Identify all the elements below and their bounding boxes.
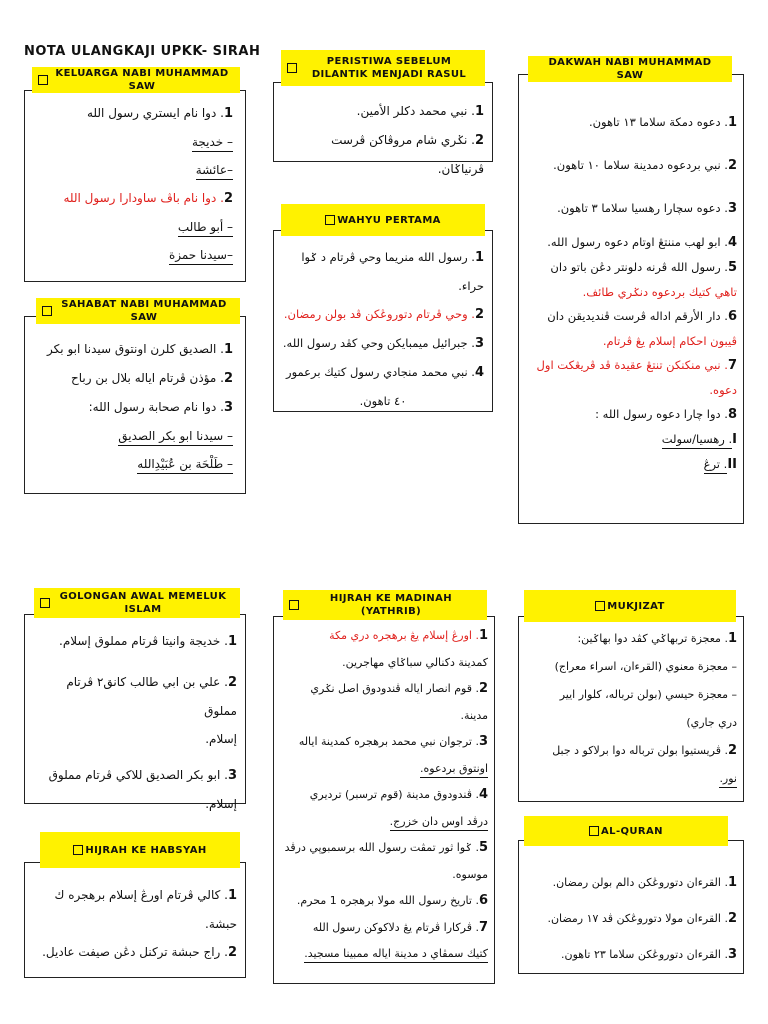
list-item: 4. ڤندودوق مدينة (قوم ترسبر) ترديري <box>309 787 488 802</box>
wahyu-header: WAHYU PERTAMA <box>281 204 485 236</box>
list-item: درڤد اوس دان خزرج. <box>280 809 488 836</box>
list-item: مدينة. <box>460 708 488 722</box>
list-item: 2. راج حبشة ترکنل دڠن صيفت عاديل. <box>42 945 237 960</box>
list-item: إسلام. <box>205 732 237 746</box>
mukjizat-list <box>525 625 737 793</box>
checkbox-icon <box>325 215 335 225</box>
wahyu-box <box>273 230 493 412</box>
checkbox-icon <box>42 306 52 316</box>
sahabat-box <box>24 316 246 494</box>
golongan-list <box>33 627 237 818</box>
list-item: 3. دعوه سچارا رهسيا سلاما ٣ تاهون. <box>557 201 737 216</box>
alquran-list <box>525 865 737 973</box>
list-item: 4. نبي محمد منجادي رسول كتيك برعمور <box>286 365 484 380</box>
sahabat-list <box>33 335 233 478</box>
checkbox-icon <box>287 63 297 73</box>
peristiwa-header: PERISTIWA SEBELUM DILANTIK MENJADI RASUL <box>281 50 485 86</box>
keluarga-header: KELUARGA NABI MUHAMMAD SAW <box>32 67 240 93</box>
list-item: 2. نݢري شام مروڤاكن ڤرست ڤرنياݢان. <box>331 133 484 176</box>
checkbox-icon <box>595 601 605 611</box>
list-item: –عائشة <box>33 156 233 184</box>
list-item: 7. ڤركارا ڤرتام يڠ دلاكوكن رسول الله <box>312 919 488 935</box>
list-item: 2. ڤريستيوا بولن ترباله دوا برلاكو د جبل <box>552 743 737 758</box>
list-item: 2. دوا نام باڤ ساودارا رسول الله <box>63 191 233 206</box>
list-item: 2. علي بن ابي طالب كانق٢ ڤرتام مملوق <box>66 675 237 718</box>
alquran-header: AL-QURAN <box>524 816 728 846</box>
list-item: 2. نبي بردعوه دمدينة سلاما ١٠ تاهون. <box>553 158 737 173</box>
list-item: II. ترڠ <box>703 457 737 472</box>
list-item: ڤيبون احكام إسلام يڠ ڤرتام. <box>602 334 737 348</box>
checkbox-icon <box>38 75 48 85</box>
list-item: حبشة. <box>205 917 237 931</box>
list-item: 2. قوم انصار اياله ڤندودوق اصل نݢري <box>310 681 488 696</box>
list-item: – سيدنا ابو بكر الصديق <box>33 422 233 450</box>
list-item: 1. رسول الله منريما وحي ڤرتام د ݢوا حراء. <box>301 250 484 293</box>
sahabat-header: SAHABAT NABI MUHAMMAD SAW <box>36 298 240 324</box>
list-item: دعوه. <box>709 383 737 397</box>
habsyah-box <box>24 862 246 978</box>
list-item: 5. ݢوا ثور تمڤت رسول الله برسمبوڽي درڤد <box>284 840 488 855</box>
list-item: 3. القرءان دتوروڠكن سلاما ٢٣ تاهون. <box>561 947 737 962</box>
checkbox-icon <box>289 600 299 610</box>
list-item: اونتوق بردعوه. <box>280 756 488 783</box>
list-item: 2. وحي ڤرتام دتوروڠكن ڤد بولن رمضان. <box>283 307 484 322</box>
list-item: 5. رسول الله ڤرنه دلونتر دڠن باتو دان <box>550 260 737 275</box>
list-item: 3. دوا نام صحابة رسول الله: <box>88 400 233 415</box>
list-item: – معجزة حيسي (بولن ترباله، كلوار ايير <box>559 688 737 701</box>
list-item: – أبو طالب <box>33 213 233 241</box>
dakwah-header: DAKWAH NABI MUHAMMAD SAW <box>528 56 732 82</box>
list-item: 4. ابو لهب مننتڠ اوتام دعوه رسول الله. <box>547 235 737 250</box>
list-item: – طَلْحَة بن عُبَيْدِالله <box>33 450 233 478</box>
list-item: موسوه. <box>452 867 488 881</box>
checkbox-icon <box>73 845 83 855</box>
habsyah-header: HIJRAH KE HABSYAH <box>40 832 240 868</box>
keluarga-box <box>24 90 246 282</box>
madinah-box <box>273 616 495 984</box>
peristiwa-list <box>282 97 484 183</box>
list-item: 1. كالي ڤرتام اورڠ إسلام برهجره ك <box>54 888 237 903</box>
list-item: 1. اورڠ إسلام يڠ برهجره دري مكة <box>329 628 488 643</box>
list-item: إسلام. <box>205 797 237 811</box>
list-item: 3. جبرائيل ميمبايكن وحي كڤد رسول الله. <box>282 336 484 351</box>
list-item: 1. دعوه دمكة سلاما ١٣ تاهون. <box>588 115 737 130</box>
list-item: I. رهسيا/سولت <box>661 432 737 447</box>
list-item: 1. نبي محمد دكلر الأمين. <box>356 104 484 119</box>
dakwah-box <box>518 74 744 524</box>
mukjizat-header: MUKJIZAT <box>524 590 736 622</box>
list-item: 7. نبي منكنكن تنتڠ عقيدة ڤد ڤريڠكت اول <box>536 358 737 373</box>
checkbox-icon <box>40 598 50 608</box>
list-item: 1. معجزة تربهاݢي كڤد دوا بهاݢين: <box>577 631 737 646</box>
madinah-list <box>280 623 488 968</box>
dakwah-list <box>527 101 737 477</box>
list-item: كتيك سمڤاي د مدينة اياله ممبينا مسجيد. <box>280 941 488 968</box>
list-item: 3. ترجوان نبي محمد برهجره كمدينة اياله <box>298 734 488 749</box>
list-item: – خديجة <box>33 128 233 156</box>
list-item: 2. مؤذن ڤرتام اياله بلال بن رباح <box>71 371 233 386</box>
wahyu-list <box>282 243 484 415</box>
list-item: 6. دار الأرقم اداله ڤرست ڤنديديقن دان <box>547 309 737 324</box>
list-item: تاهي كتيك بردعوه دنݢري طائف. <box>582 285 737 299</box>
list-item: 8. دوا چارا دعوه رسول الله : <box>595 407 737 422</box>
madinah-header: HIJRAH KE MADINAH (YATHRIB) <box>283 590 487 620</box>
list-item: – معجزة معنوي (القرءان، اسراء معراج) <box>554 660 737 673</box>
page-title: NOTA ULANGKAJI UPKK- SIRAH <box>24 44 261 59</box>
habsyah-list <box>33 881 237 967</box>
list-item: كمدينة دكنالي سباݢاي مهاجرين. <box>342 655 488 669</box>
golongan-box <box>24 614 246 811</box>
peristiwa-box <box>273 82 493 176</box>
golongan-header: GOLONGAN AWAL MEMELUK ISLAM <box>34 588 240 618</box>
keluarga-list <box>33 99 233 269</box>
list-item: 1. دوا نام ايستري رسول الله <box>86 106 233 121</box>
list-item: –سيدنا حمزة <box>33 241 233 269</box>
list-item: 1. القرءان دتوروڠكن دالم بولن رمضان. <box>552 875 737 890</box>
list-item: 3. ابو بكر الصديق للاكي ڤرتام مملوق <box>48 768 237 783</box>
list-item: نور. <box>525 765 737 793</box>
list-item: 2. القرءان مولا دتوروڠكن ڤد ١٧ رمضان. <box>547 911 737 926</box>
list-item: دري جاري) <box>686 716 737 729</box>
list-item: 6. تاريخ رسول الله مولا برهجره 1 محرم. <box>296 893 488 908</box>
alquran-box <box>518 840 744 974</box>
list-item: 1. خديجة وانيتا ڤرتام مملوق إسلام. <box>59 634 237 649</box>
mukjizat-box <box>518 616 744 802</box>
list-item: ٤٠ تاهون. <box>359 394 407 408</box>
list-item: 1. الصديق كلرن اونتوق سيدنا ابو بكر <box>47 342 233 357</box>
checkbox-icon <box>589 826 599 836</box>
